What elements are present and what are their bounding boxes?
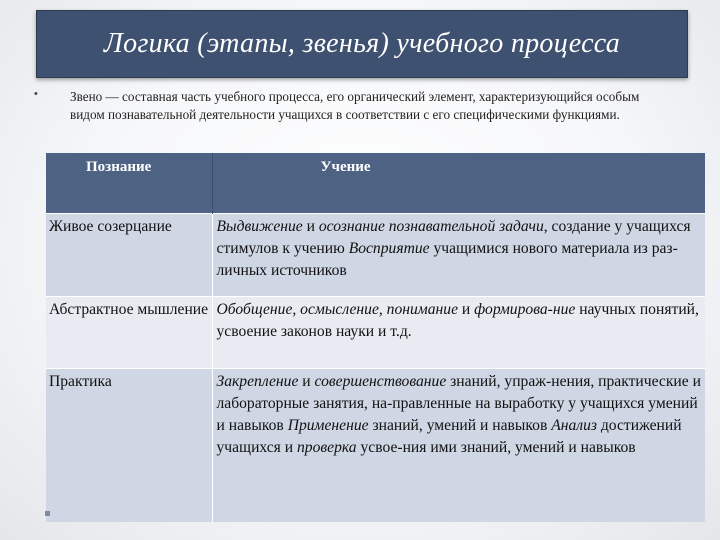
plain-text: достижений учащихся и (216, 417, 682, 456)
stage-cell: Практика (46, 369, 212, 522)
plain-text: учащимися нового материала из раз-личных источников (216, 240, 678, 279)
process-table (46, 153, 705, 522)
header-learning: Учение (212, 153, 705, 214)
definition-text: Звено — составная часть учебного процесса, его органический элемент, характеризующийся особым видом познавательной деятельности учащихся в соответствии с его специфическими функциями. (70, 89, 640, 122)
plain-text: , создание у учащихся стимулов к учению (216, 218, 691, 257)
emphasis-text: Закрепление (216, 373, 299, 390)
table-row (46, 297, 705, 369)
slide-title: Логика (этапы, звенья) учебного процесса (36, 10, 688, 78)
emphasis-text: Выдвижение (216, 218, 303, 235)
emphasis-text: Обобщение, осмысление, понимание (216, 301, 459, 318)
emphasis-text: Восприятие (348, 240, 430, 257)
emphasis-text: формирова-ние (474, 301, 576, 318)
stage-cell: Живое созерцание (46, 214, 212, 297)
learning-cell (212, 369, 705, 522)
learning-cell (212, 214, 705, 297)
bullet-dot-icon: • (34, 88, 38, 100)
emphasis-text: осознание познавательной задачи (318, 218, 544, 235)
plain-text: усвое-ния ими знаний, умений и навыков (356, 439, 636, 456)
table-row (46, 214, 705, 297)
header-cognition: Познание (46, 153, 212, 214)
emphasis-text: проверка (297, 439, 357, 456)
plain-text: знаний, умений и навыков (368, 417, 552, 434)
plain-text: и (298, 373, 315, 390)
plain-text: и (302, 218, 319, 235)
learning-cell (212, 297, 705, 369)
emphasis-text: совершенствование (314, 373, 447, 390)
emphasis-text: Применение (287, 417, 369, 434)
table-header-row (46, 153, 705, 214)
stage-cell: Абстрактное мышление (46, 297, 212, 369)
decorative-square (45, 511, 50, 516)
plain-text: и (458, 301, 475, 318)
emphasis-text: Анализ (551, 417, 597, 434)
table-row (46, 369, 705, 522)
plain-text: научных понятий, усвоение законов науки и т.д. (216, 301, 699, 340)
plain-text: знаний, упраж-нения, практические и лабораторные занятия, на-правленные на выработку у учащихся умений и навыков (216, 373, 701, 434)
